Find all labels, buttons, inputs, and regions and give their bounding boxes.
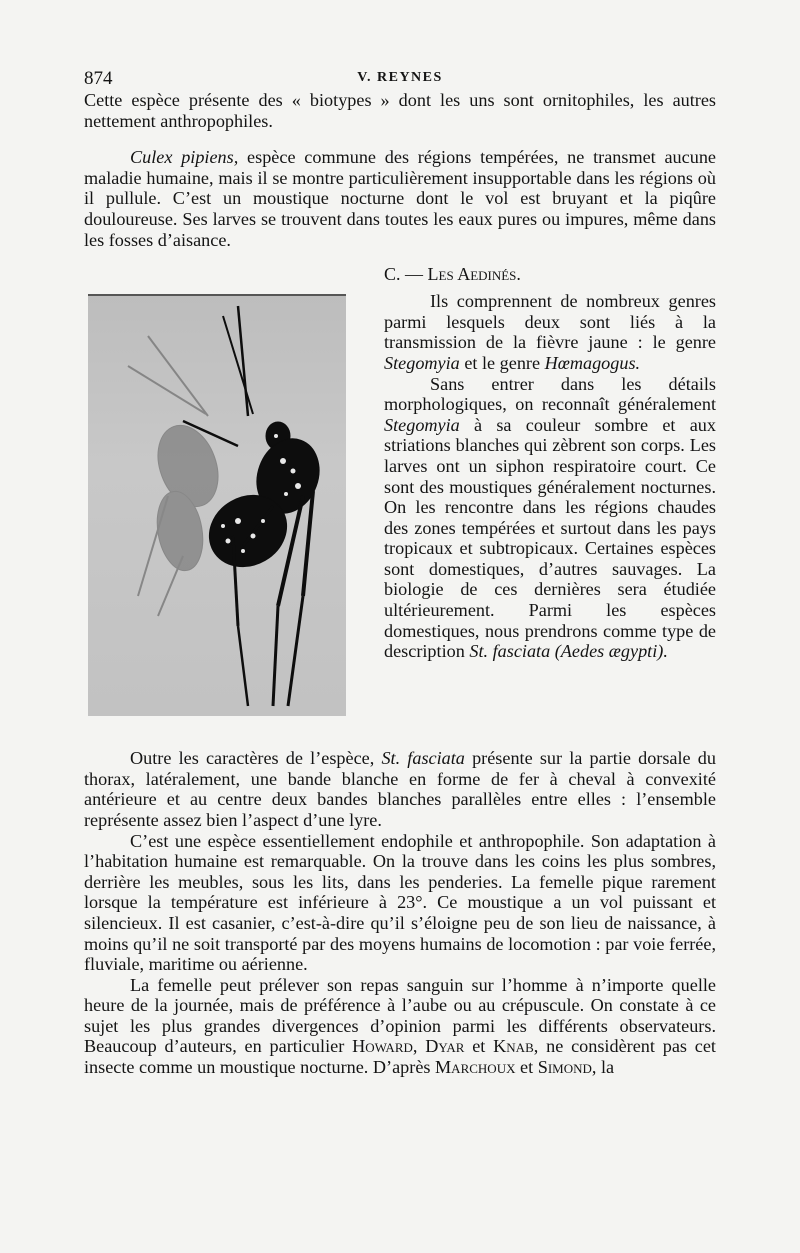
paragraph-stegomyia: Sans entrer dans les détails morphologiques, on reconnaît généralement Stegomyia à sa couleur sombre et aux striations blanches qui zèbrent son corps. Les larves ont un siphon respiratoire court. Ce sont des moustiques généralement nocturnes. On les rencontre dans les régions chaudes des zones tempérées et surtout dans les pays tropicaux et subtropicaux. Certaines espèces sont domestiques, d’autres sauvages. La biologie de ces dernières sera étudiée ultérieurement. Parmi les espèces domestiques, nous prendrons comme type de description St. fasciata (Aedes ægypti). <box>384 373 716 662</box>
paragraph-repas-sanguin: La femelle peut prélever son repas sanguin sur l’homme à n’importe quelle heure de la journée, mais de préférence à l’aube ou au crépuscule. On constate à ce sujet les plus grandes divergences d’opinion parmi les différents observateurs. Beaucoup d’auteurs, en particulier Howard, Dyar et Knab, ne considèrent pas cet insecte comme un moustique nocturne. D’après Marchoux et Simond, la <box>84 974 716 1078</box>
figure-section <box>84 264 716 748</box>
running-title: V. REYNES <box>357 70 443 85</box>
page-number: 874 <box>84 68 113 89</box>
paragraph-aedines-genres: Ils comprennent de nombreux genres parmi lesquels deux sont liés à la transmission de la fièvre jaune : le genre Stegomyia et le genre Hœmagogus. <box>384 291 716 373</box>
paragraph-st-fasciata: Outre les caractères de l’espèce, St. fasciata présente sur la partie dorsale du thorax, latéralement, une bande blanche en forme de fer à cheval à convexité antérieure et au centre deux bandes blanches parallèles entre elles : l’ensemble représente assez bien l’aspect d’une lyre. <box>84 748 716 830</box>
side-column <box>384 264 716 662</box>
section-title: C. — Les Aedinés. <box>384 264 521 285</box>
paragraph-culex-pipiens: Culex pipiens, espèce commune des régions tempérées, ne transmet aucune maladie humaine, mais il se montre particulièrement insupportable dans les régions où il pullule. C’est un moustique nocturne dont le vol est bruyant et la piqûre douloureuse. Ses larves se trouvent dans toutes les eaux pures ou impures, même dans les fosses d’aisance. <box>84 147 716 250</box>
species-name: Culex pipiens, <box>130 147 239 168</box>
mosquito-illustration <box>88 296 346 716</box>
page-header <box>84 60 716 90</box>
document-page <box>84 60 716 1078</box>
mosquito-photograph <box>88 294 346 716</box>
paragraph-biotypes: Cette espèce présente des « biotypes » dont les uns sont ornitophiles, les autres nettement anthropophiles. <box>84 90 716 131</box>
paragraph-endophile: C’est une espèce essentiellement endophile et anthropophile. Son adaptation à l’habitation humaine est remarquable. On la trouve dans les coins les plus sombres, derrière les meubles, sous les lits, dans les penderies. La femelle pique rarement lorsque la température est inférieure à 23°. Ce moustique a un vol puissant et silencieux. Il est casanier, c’est-à-dire qu’il s’éloigne peu de son lieu de naissance, à moins qu’il ne soit transporté par des moyens humains de locomotion : par voie ferrée, fluviale, maritime ou aérienne. <box>84 830 716 975</box>
